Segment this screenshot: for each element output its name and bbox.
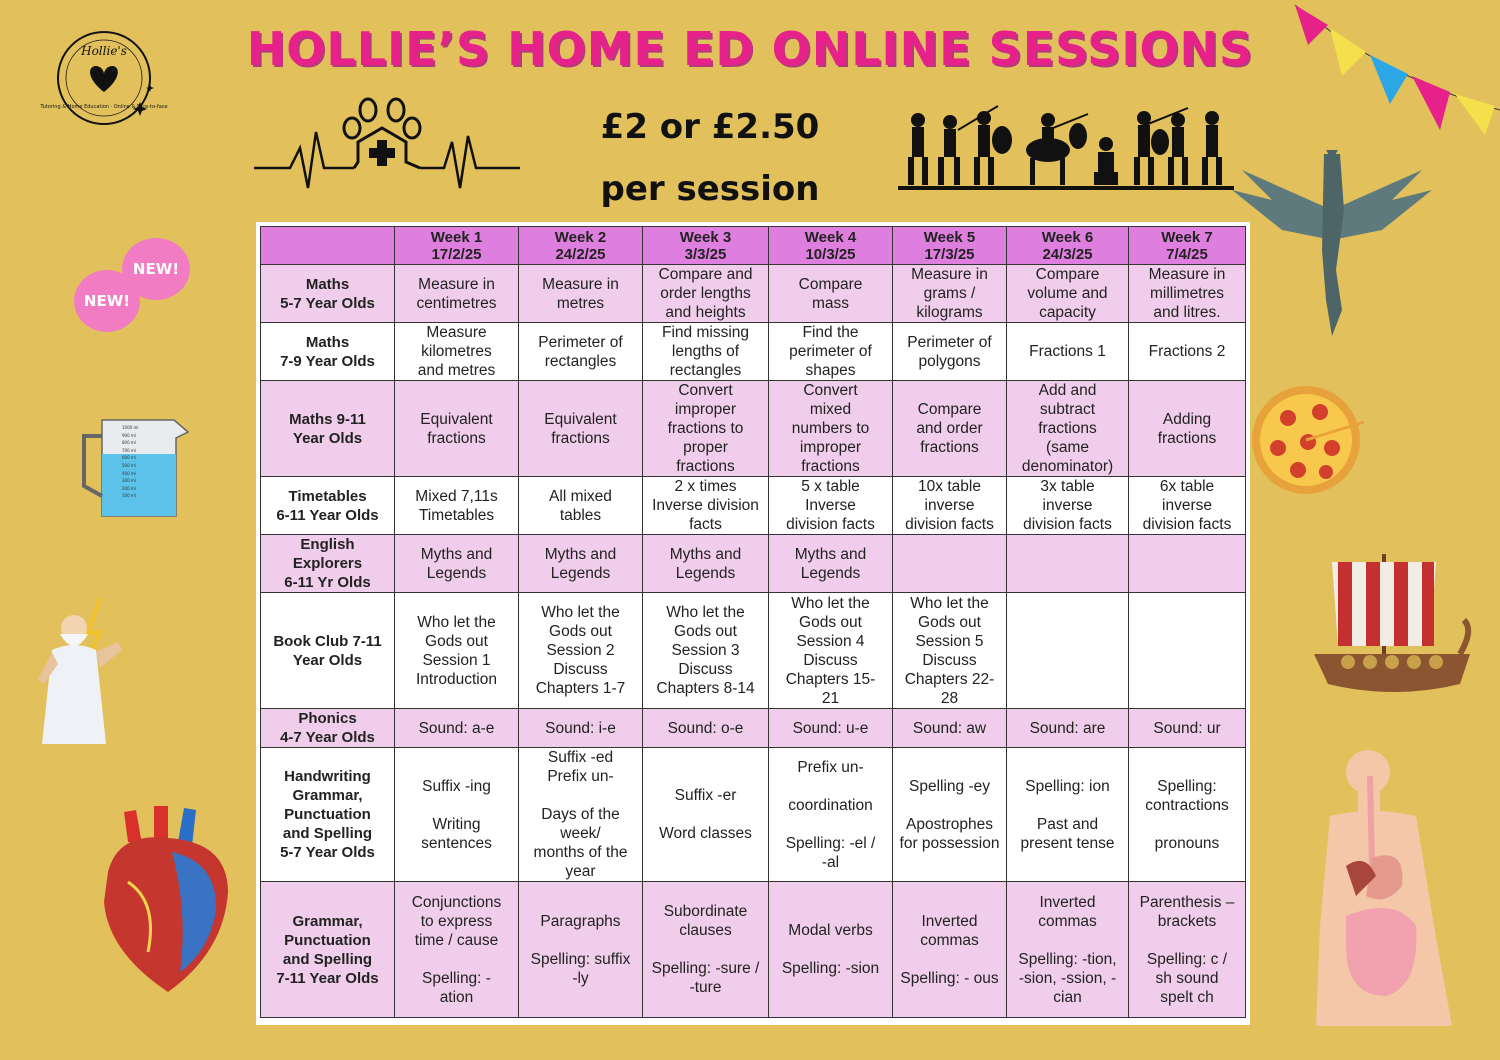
- table-cell: Myths and Legends: [769, 535, 893, 593]
- measuring-jug-illustration: [78, 416, 194, 520]
- table-cell: Fractions 2: [1129, 323, 1246, 381]
- table-cell: Measure in millimetres and litres.: [1129, 265, 1246, 323]
- table-row: [261, 882, 1246, 1018]
- new-badge: NEW!: [74, 270, 140, 332]
- table-cell: [893, 535, 1007, 593]
- digestive-system-illustration: [1316, 746, 1460, 1030]
- table-cell: Equivalent fractions: [519, 381, 643, 477]
- table-cell: Suffix -ing Writing sentences: [395, 748, 519, 882]
- row-header: Maths 5-7 Year Olds: [261, 265, 395, 323]
- logo: [40, 22, 168, 134]
- bunting-decoration: [1290, 0, 1500, 140]
- table-cell: 3x table inverse division facts: [1007, 477, 1129, 535]
- table-cell: [1007, 593, 1129, 709]
- price-text: [560, 96, 860, 220]
- table-cell: Myths and Legends: [643, 535, 769, 593]
- table-cell: Perimeter of polygons: [893, 323, 1007, 381]
- table-cell: Subordinate clauses Spelling: -sure / -ture: [643, 882, 769, 1018]
- table-cell: Measure in grams / kilograms: [893, 265, 1007, 323]
- table-cell: Perimeter of rectangles: [519, 323, 643, 381]
- table-row: [261, 265, 1246, 323]
- table-cell: Sound: u-e: [769, 709, 893, 748]
- table-cell: Who let the Gods out Session 4 Discuss Chapters 15- 21: [769, 593, 893, 709]
- table-cell: Conjunctions to express time / cause Spelling: - ation: [395, 882, 519, 1018]
- table-cell: Suffix -ed Prefix un- Days of the week/ months of the year: [519, 748, 643, 882]
- table-cell: Convert improper fractions to proper fractions: [643, 381, 769, 477]
- table-cell: Measure in centimetres: [395, 265, 519, 323]
- table-cell: Adding fractions: [1129, 381, 1246, 477]
- column-header-week-2: Week 2 24/2/25: [519, 227, 643, 265]
- column-header-week-4: Week 4 10/3/25: [769, 227, 893, 265]
- jug-marking: 600 ml: [122, 455, 136, 461]
- table-cell: Prefix un- coordination Spelling: -el / -al: [769, 748, 893, 882]
- logo-tagline: Tutoring & Home Education · Online & Face-to-face: [40, 104, 168, 110]
- column-header-week-3: Week 3 3/3/25: [643, 227, 769, 265]
- table-cell: Measure kilometres and metres: [395, 323, 519, 381]
- table-cell: Spelling: ion Past and present tense: [1007, 748, 1129, 882]
- column-header-week-7: Week 7 7/4/25: [1129, 227, 1246, 265]
- dragon-illustration: [1232, 150, 1432, 340]
- table-row: [261, 535, 1246, 593]
- table-cell: Sound: i-e: [519, 709, 643, 748]
- table-cell: Equivalent fractions: [395, 381, 519, 477]
- table-cell: Compare volume and capacity: [1007, 265, 1129, 323]
- table-cell: Inverted commas Spelling: -tion, -sion, -ssion, - cian: [1007, 882, 1129, 1018]
- jug-marking: 900 ml: [122, 432, 136, 438]
- viking-ship-illustration: [1314, 550, 1474, 700]
- greek-warriors-silhouette: [898, 100, 1234, 194]
- table-cell: Who let the Gods out Session 3 Discuss Chapters 8-14: [643, 593, 769, 709]
- table-row: [261, 709, 1246, 748]
- table-cell: Measure in metres: [519, 265, 643, 323]
- table-cell: Spelling: contractions pronouns: [1129, 748, 1246, 882]
- table-cell: Suffix -er Word classes: [643, 748, 769, 882]
- row-header: Maths 7-9 Year Olds: [261, 323, 395, 381]
- table-cell: Add and subtract fractions (same denominator): [1007, 381, 1129, 477]
- table-cell: Sound: ur: [1129, 709, 1246, 748]
- row-header: Maths 9-11 Year Olds: [261, 381, 395, 477]
- row-header: Grammar, Punctuation and Spelling 7-11 Year Olds: [261, 882, 395, 1018]
- column-header-week-5: Week 5 17/3/25: [893, 227, 1007, 265]
- jug-marking: 300 ml: [122, 478, 136, 484]
- table-row: [261, 593, 1246, 709]
- table-cell: Compare and order fractions: [893, 381, 1007, 477]
- table-cell: Spelling -ey Apostrophes for possession: [893, 748, 1007, 882]
- table-cell: Paragraphs Spelling: suffix -ly: [519, 882, 643, 1018]
- table-cell: Sound: aw: [893, 709, 1007, 748]
- table-cell: Who let the Gods out Session 2 Discuss Chapters 1-7: [519, 593, 643, 709]
- table-cell: Find the perimeter of shapes: [769, 323, 893, 381]
- column-header-week-1: Week 1 17/2/25: [395, 227, 519, 265]
- table-cell: Parenthesis – brackets Spelling: c / sh sound spelt ch: [1129, 882, 1246, 1018]
- table-cell: Modal verbs Spelling: -sion: [769, 882, 893, 1018]
- table-cell: Sound: are: [1007, 709, 1129, 748]
- table-row: [261, 381, 1246, 477]
- table-cell: Mixed 7,11s Timetables: [395, 477, 519, 535]
- jug-marking: 500 ml: [122, 462, 136, 468]
- new-badge: NEW!: [122, 238, 190, 300]
- table-cell: 5 x table Inverse division facts: [769, 477, 893, 535]
- table-cell: Sound: o-e: [643, 709, 769, 748]
- row-header: Handwriting Grammar, Punctuation and Spelling 5-7 Year Olds: [261, 748, 395, 882]
- table-cell: Sound: a-e: [395, 709, 519, 748]
- column-header-week-6: Week 6 24/3/25: [1007, 227, 1129, 265]
- table-cell: Who let the Gods out Session 1 Introduction: [395, 593, 519, 709]
- price-per-session: per session: [600, 169, 820, 209]
- table-cell: [1007, 535, 1129, 593]
- row-header: English Explorers 6-11 Yr Olds: [261, 535, 395, 593]
- column-header-blank: [261, 227, 395, 265]
- table-cell: All mixed tables: [519, 477, 643, 535]
- table-cell: Myths and Legends: [519, 535, 643, 593]
- zeus-illustration: [30, 594, 140, 748]
- jug-marking: 800 ml: [122, 440, 136, 446]
- timetable-grid: [260, 226, 1246, 1018]
- sessions-timetable: [256, 222, 1250, 1025]
- logo-name: Hollie's: [81, 44, 127, 58]
- table-row: [261, 477, 1246, 535]
- jug-scale: [122, 424, 172, 500]
- row-header: Book Club 7-11 Year Olds: [261, 593, 395, 709]
- table-cell: Fractions 1: [1007, 323, 1129, 381]
- jug-marking: 1000 ml: [122, 425, 139, 430]
- table-cell: [1129, 535, 1246, 593]
- heart-anatomy-illustration: [88, 802, 246, 996]
- header-row: [261, 227, 1246, 265]
- price-amount: £2 or £2.50: [600, 107, 820, 147]
- vet-heartbeat-icon: [254, 92, 520, 192]
- jug-marking: 100 ml: [122, 493, 136, 499]
- table-cell: 6x table inverse division facts: [1129, 477, 1246, 535]
- jug-marking: 400 ml: [122, 470, 136, 476]
- table-cell: Find missing lengths of rectangles: [643, 323, 769, 381]
- table-cell: Who let the Gods out Session 5 Discuss Chapters 22- 28: [893, 593, 1007, 709]
- table-cell: [1129, 593, 1246, 709]
- pizza-illustration: [1248, 382, 1370, 498]
- row-header: Phonics 4-7 Year Olds: [261, 709, 395, 748]
- table-cell: Inverted commas Spelling: - ous: [893, 882, 1007, 1018]
- row-header: Timetables 6-11 Year Olds: [261, 477, 395, 535]
- jug-marking: 700 ml: [122, 447, 136, 453]
- table-cell: Compare and order lengths and heights: [643, 265, 769, 323]
- table-cell: 2 x times Inverse division facts: [643, 477, 769, 535]
- page-title: HOLLIE’S HOME ED ONLINE SESSIONS: [246, 22, 1254, 76]
- table-cell: Convert mixed numbers to improper fractions: [769, 381, 893, 477]
- jug-marking: 200 ml: [122, 485, 136, 491]
- table-cell: Myths and Legends: [395, 535, 519, 593]
- table-row: [261, 323, 1246, 381]
- table-cell: 10x table inverse division facts: [893, 477, 1007, 535]
- table-row: [261, 748, 1246, 882]
- table-cell: Compare mass: [769, 265, 893, 323]
